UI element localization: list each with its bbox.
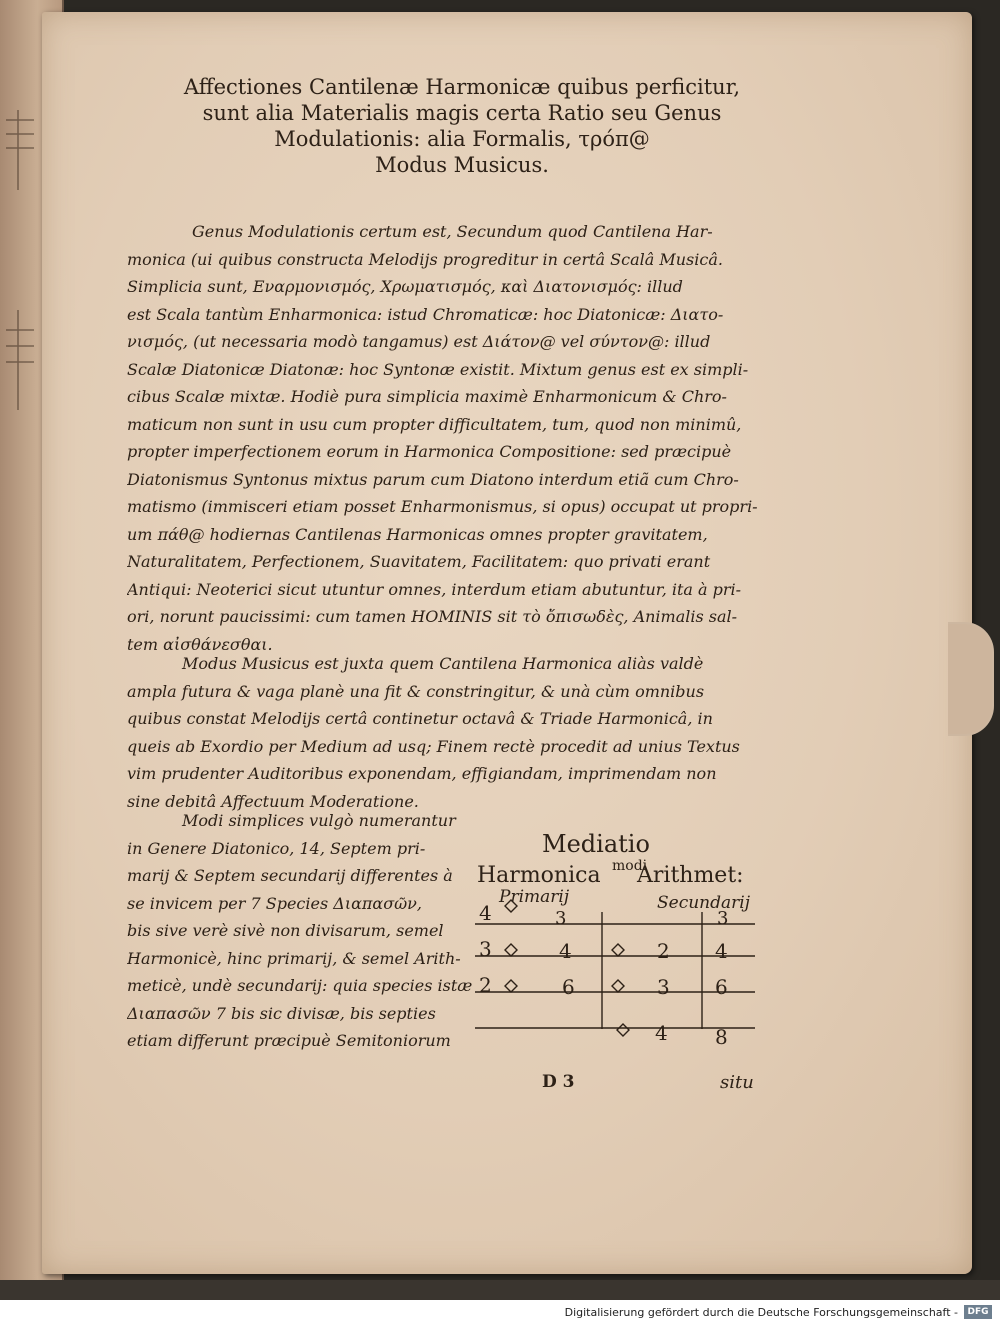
text-line: Naturalitatem, Perfectionem, Suavitatem, Facilitatem: quo privati erant bbox=[127, 552, 711, 571]
diagram-value: 3 bbox=[717, 908, 729, 929]
diagram-value: 4 bbox=[479, 901, 492, 925]
diagram-value: 4 bbox=[559, 939, 572, 963]
digitization-footer bbox=[0, 1300, 1000, 1325]
diagram-left-sub: Primarij bbox=[499, 887, 570, 907]
paragraph-modi-simplices bbox=[127, 807, 472, 1055]
heading-line-1: Affectiones Cantilenæ Harmonicæ quibus perficitur, bbox=[183, 75, 741, 99]
text-line: Διαπασῶν 7 bis sic divisæ, bis septies bbox=[127, 1003, 436, 1023]
heading-line-3: Modulationis: alia Formalis, τρόπ@ bbox=[274, 127, 650, 151]
diagram-sub: modi bbox=[612, 858, 648, 874]
text-line: monica (ui quibus constructa Melodijs progreditur in certâ Scalâ Musicâ. bbox=[127, 249, 723, 269]
text-line: Harmonicè, hinc primarij, & semel Arith- bbox=[127, 948, 461, 968]
text-line: um πάθ@ hodiernas Cantilenas Harmonicas omnes propter gravitatem, bbox=[127, 524, 708, 544]
diagram-value: 6 bbox=[715, 975, 728, 999]
text-line: ori, norunt paucissimi: cum tamen HOMINIS sit τὸ ὄπισωδὲς, Animalis sal- bbox=[127, 607, 738, 626]
text-line: maticum non sunt in usu cum propter difficultatem, tum, quod non minimû, bbox=[127, 414, 742, 434]
diagram-left-label: Harmonica bbox=[477, 863, 601, 888]
text-line: est Scala tantùm Enharmonica: istud Chromaticæ: hoc Diatonicæ: Διατο- bbox=[127, 304, 724, 324]
diagram-value: 6 bbox=[562, 975, 575, 999]
text-line: quibus constat Melodijs certâ continetur octavâ & Triade Harmonicâ, in bbox=[127, 709, 713, 728]
page-fold-mark bbox=[948, 622, 994, 736]
footer-credit: Digitalisierung gefördert durch die Deutsche Forschungsgemeinschaft - bbox=[564, 1306, 958, 1319]
text-line: ampla futura & vaga planè una fit & constringitur, & unà cùm omnibus bbox=[127, 681, 705, 701]
diagram-value: 2 bbox=[657, 939, 670, 963]
text-line: queis ab Exordio per Medium ad usq; Finem rectè procedit ad unius Textus bbox=[127, 736, 740, 756]
text-line: Diatonismus Syntonus mixtus parum cum Diatono interdum etiã cum Chro- bbox=[127, 469, 739, 489]
text-line: se invicem per 7 Species Διαπασῶν, bbox=[127, 893, 422, 913]
mediatio-modi-diagram bbox=[467, 824, 767, 1054]
diagram-value: 3 bbox=[479, 937, 492, 961]
scan-bottom-strip bbox=[0, 1280, 1000, 1300]
text-line: bis sive verè sivè non divisarum, semel bbox=[127, 921, 444, 940]
text-line: Modus Musicus est juxta quem Cantilena Harmonica aliàs valdè bbox=[182, 654, 704, 673]
text-line: Modi simplices vulgò numerantur bbox=[182, 811, 456, 830]
diagram-title: Mediatio bbox=[542, 830, 650, 858]
book-page bbox=[42, 12, 972, 1274]
text-line: Antiqui: Neoterici sicut utuntur omnes, interdum etiam abutuntur, ita à pri- bbox=[127, 579, 742, 599]
previous-page-marks bbox=[4, 110, 44, 440]
dfg-logo: DFG bbox=[964, 1305, 992, 1319]
text-line: Genus Modulationis certum est, Secundum quod Cantilena Har- bbox=[192, 222, 713, 241]
text-line: Simplicia sunt, Εναρμονισμός, Χρωματισμός, καὶ Διατονισμός: illud bbox=[127, 277, 683, 296]
text-line: in Genere Diatonico, 14, Septem pri- bbox=[127, 838, 426, 858]
text-line: tem αἰσθάνεσθαι. bbox=[127, 634, 273, 654]
text-line: meticè, undè secundarij: quia species istæ bbox=[127, 976, 472, 995]
diagram-right-label: Arithmet: bbox=[637, 863, 744, 888]
text-line: νισμός, (ut necessaria modò tangamus) est Διάτον@ vel σύντον@: illud bbox=[127, 332, 711, 351]
text-line: vim prudenter Auditoribus exponendam, effigiandam, imprimendam non bbox=[127, 764, 717, 783]
paragraph-modus-musicus bbox=[127, 650, 807, 815]
text-line: propter imperfectionem eorum in Harmonica Compositione: sed præcipuè bbox=[127, 442, 732, 461]
diagram-value: 4 bbox=[715, 939, 728, 963]
text-line: sine debitâ Affectuum Moderatione. bbox=[127, 791, 419, 811]
section-heading bbox=[102, 74, 822, 178]
heading-line-2: sunt alia Materialis magis certa Ratio seu Genus bbox=[202, 101, 722, 125]
diagram-value: 8 bbox=[715, 1025, 728, 1049]
diagram-value: 4 bbox=[655, 1021, 668, 1045]
diagram-right-sub: Secundarij bbox=[657, 893, 750, 913]
diagram-value: 3 bbox=[555, 908, 567, 929]
diagram-value: 2 bbox=[479, 973, 492, 997]
text-line: Scalæ Diatonicæ Diatonæ: hoc Syntonæ existit. Mixtum genus est ex simpli- bbox=[127, 359, 749, 379]
text-line: matismo (immisceri etiam posset Enharmonismus, si opus) occupat ut propri- bbox=[127, 497, 758, 516]
heading-line-4: Modus Musicus. bbox=[375, 153, 549, 177]
text-line: cibus Scalæ mixtæ. Hodiè pura simplicia maximè Enharmonicum & Chro- bbox=[127, 387, 727, 406]
catchword: situ bbox=[720, 1072, 754, 1093]
signature-mark: D 3 bbox=[542, 1072, 575, 1092]
paragraph-genus-modulationis bbox=[127, 218, 807, 658]
text-line: marij & Septem secundarij differentes à bbox=[127, 866, 453, 885]
diagram-value: 3 bbox=[657, 975, 670, 999]
text-line: etiam differunt præcipuè Semitoniorum bbox=[127, 1031, 451, 1050]
